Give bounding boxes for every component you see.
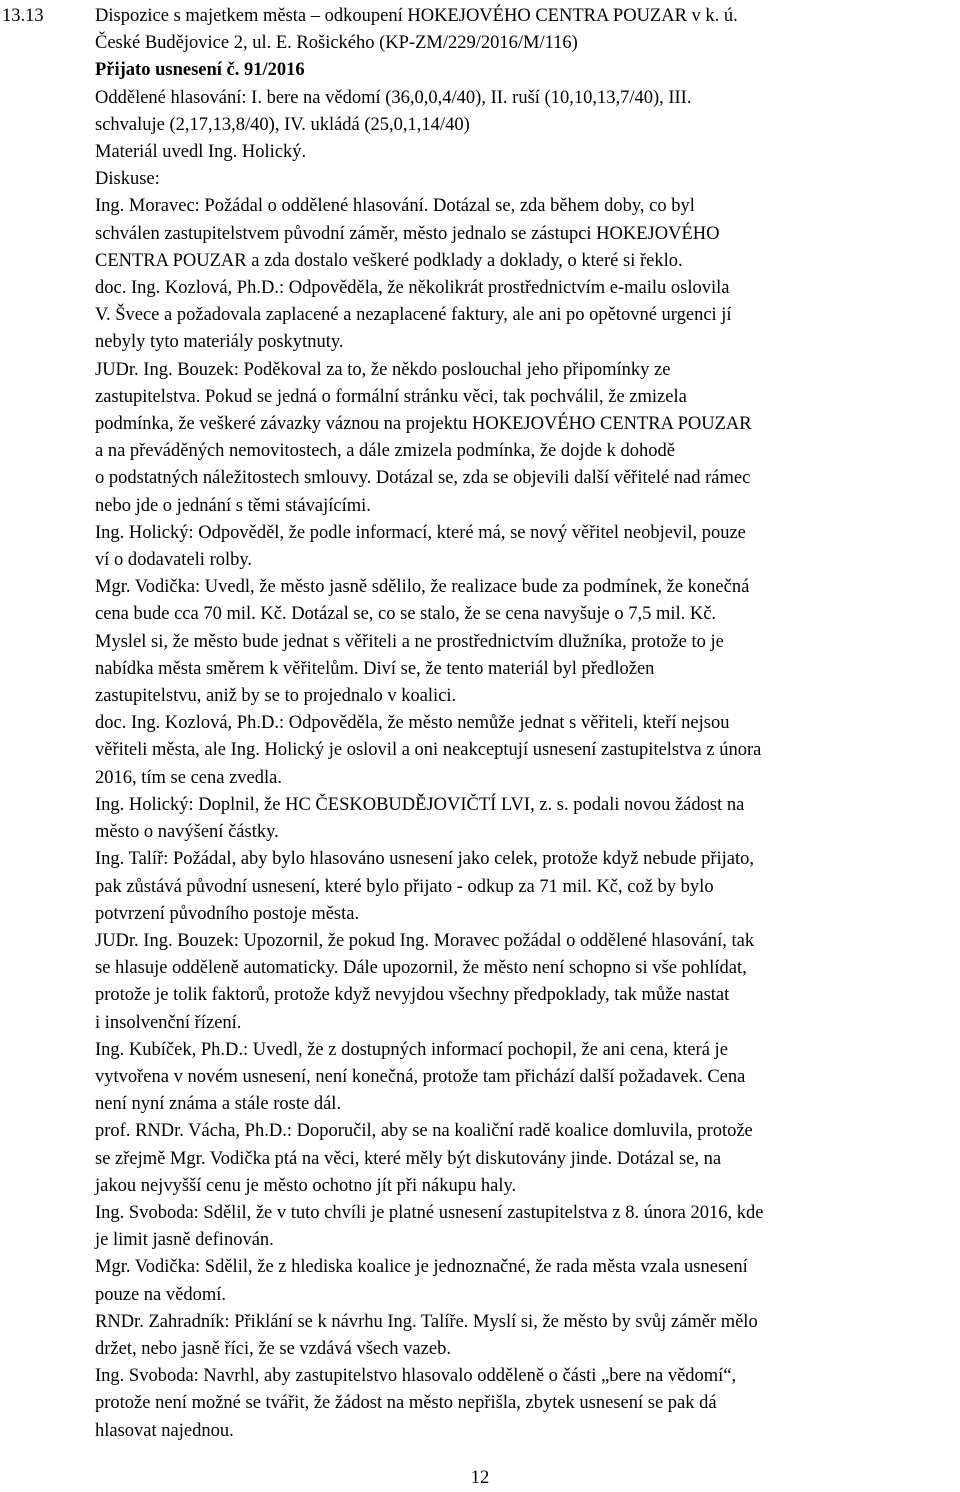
resolution-heading: Přijato usnesení č. 91/2016 (95, 60, 305, 81)
discussion-text (95, 193, 955, 1444)
discussion-label: Diskuse: (95, 169, 160, 190)
discussion-line: RNDr. Zahradník: Přiklání se k návrhu Ing. Talíře. Myslí si, že město by svůj záměr mělo (95, 1311, 758, 1332)
discussion-line: zastupitelstva. Pokud se jedná o formální stránku věci, tak pochválil, že zmizela (95, 386, 687, 407)
discussion-line: schválen zastupitelstvem původní záměr, město jednalo se zástupci HOKEJOVÉHO (95, 223, 720, 244)
discussion-line: Ing. Talíř: Požádal, aby bylo hlasováno usnesení jako celek, protože když nebude přijato, (95, 849, 755, 870)
vote-line: schvaluje (2,17,13,8/40), IV. ukládá (25,0,1,14/40) (95, 114, 470, 135)
discussion-line: není nyní známa a stále roste dál. (95, 1094, 342, 1115)
discussion-line: V. Švece a požadovala zaplacené a nezaplacené faktury, ale ani po opětovné urgenci jí (95, 305, 732, 326)
discussion-line: se zřejmě Mgr. Vodička ptá na věci, které měly být diskutovány jinde. Dotázal se, na (95, 1148, 722, 1169)
discussion-line: město o navýšení částky. (95, 822, 279, 843)
discussion-line: Mgr. Vodička: Uvedl, že město jasně sdělilo, že realizace bude za podmínek, že konečná (95, 577, 750, 598)
discussion-line: Mgr. Vodička: Sdělil, že z hlediska koalice je jednoznačné, že rada města vzala usnesení (95, 1257, 748, 1278)
discussion-line: doc. Ing. Kozlová, Ph.D.: Odpověděla, že město nemůže jednat s věřiteli, kteří nejsou (95, 713, 730, 734)
discussion-line: držet, nebo jasně říci, že se vzdává všech vazeb. (95, 1338, 451, 1359)
discussion-line: Myslel si, že město bude jednat s věřiteli a ne prostřednictvím dlužníka, protože to je (95, 631, 724, 652)
discussion-line: Ing. Moravec: Požádal o oddělené hlasování. Dotázal se, zda během doby, co byl (95, 196, 695, 217)
discussion-line: Ing. Holický: Odpověděl, že podle informací, které má, se nový věřitel neobjevil, pouze (95, 522, 746, 543)
discussion-line: vytvořena v novém usnesení, není konečná, protože tam přichází další požadavek. Cena (95, 1066, 746, 1087)
discussion-line: protože je tolik faktorů, protože když nevyjdou všechny předpoklady, tak může nastat (95, 985, 730, 1006)
discussion-line: zastupitelstvu, aniž by se to projednalo v koalici. (95, 686, 457, 707)
discussion-line: 2016, tím se cena zvedla. (95, 767, 282, 788)
discussion-line: Ing. Svoboda: Navrhl, aby zastupitelstvo hlasovalo odděleně o části „bere na vědomí“, (95, 1366, 737, 1387)
discussion-line: potvrzení původního postoje města. (95, 903, 360, 924)
discussion-line: ví o dodavateli rolby. (95, 550, 253, 571)
discussion-line: pouze na vědomí. (95, 1284, 226, 1305)
discussion-line: cena bude cca 70 mil. Kč. Dotázal se, co se stalo, že se cena navyšuje o 7,5 mil. Kč. (95, 604, 717, 625)
discussion-line: Ing. Kubíček, Ph.D.: Uvedl, že z dostupných informací pochopil, že ani cena, která je (95, 1039, 728, 1060)
discussion-line: nebyly tyto materiály poskytnuty. (95, 332, 344, 353)
discussion-line: JUDr. Ing. Bouzek: Poděkoval za to, že někdo poslouchal jeho připomínky ze (95, 359, 671, 380)
discussion-line: a na převáděných nemovitostech, a dále zmizela podmínka, že dojde k dohodě (95, 441, 675, 462)
vote-line: Oddělené hlasování: I. bere na vědomí (36,0,0,4/40), II. ruší (10,10,13,7/40), III. (95, 87, 692, 108)
discussion-line: JUDr. Ing. Bouzek: Upozornil, že pokud Ing. Moravec požádal o oddělené hlasování, tak (95, 930, 755, 951)
discussion-line: doc. Ing. Kozlová, Ph.D.: Odpověděla, že několikrát prostřednictvím e-mailu oslovila (95, 278, 730, 299)
section-title-line: Dispozice s majetkem města – odkoupení HOKEJOVÉHO CENTRA POUZAR v k. ú. (95, 6, 738, 26)
discussion-line: pak zůstává původní usnesení, které bylo přijato - odkup za 71 mil. Kč, což by bylo (95, 876, 714, 897)
discussion-line: hlasovat najednou. (95, 1420, 234, 1441)
material-line: Materiál uvedl Ing. Holický. (95, 142, 307, 163)
discussion-line: věřiteli města, ale Ing. Holický je oslovil a oni neakceptují usnesení zastupitelstva z února (95, 740, 762, 761)
discussion-line: Ing. Holický: Doplnil, že HC ČESKOBUDĚJOVIČTÍ LVI, z. s. podali novou žádost na (95, 794, 745, 815)
discussion-line: protože není možné se tvářit, že žádost na město nepřišla, zbytek usnesení se pak dá (95, 1393, 717, 1414)
discussion-line: se hlasuje odděleně automaticky. Dále upozornil, že město není schopno si vše pohlídat, (95, 958, 747, 979)
section-title-line: České Budějovice 2, ul. E. Rošického (KP-ZM/229/2016/M/116) (95, 33, 578, 54)
page-number: 12 (470, 1468, 490, 1488)
section-body (95, 3, 955, 1445)
discussion-line: nebo jde o jednání s těmi stávajícími. (95, 495, 371, 516)
discussion-line: nabídka města směrem k věřitelům. Diví se, že tento materiál byl předložen (95, 658, 655, 679)
discussion-line: CENTRA POUZAR a zda dostalo veškeré podklady a doklady, o které si řeklo. (95, 250, 683, 271)
discussion-line: Ing. Svoboda: Sdělil, že v tuto chvíli je platné usnesení zastupitelstva z 8. února 2016, kde (95, 1202, 764, 1223)
discussion-line: prof. RNDr. Vácha, Ph.D.: Doporučil, aby se na koaliční radě koalice domluvila, protože (95, 1121, 753, 1142)
discussion-line: i insolvenční řízení. (95, 1012, 242, 1033)
section-number: 13.13 (2, 6, 44, 26)
discussion-line: podmínka, že veškeré závazky váznou na projektu HOKEJOVÉHO CENTRA POUZAR (95, 414, 752, 435)
discussion-line: o podstatných náležitostech smlouvy. Dotázal se, zda se objevili další věřitelé nad rámec (95, 468, 751, 489)
discussion-line: je limit jasně definován. (95, 1230, 274, 1251)
discussion-line: jakou nejvyšší cenu je město ochotno jít při nákupu haly. (95, 1175, 517, 1196)
